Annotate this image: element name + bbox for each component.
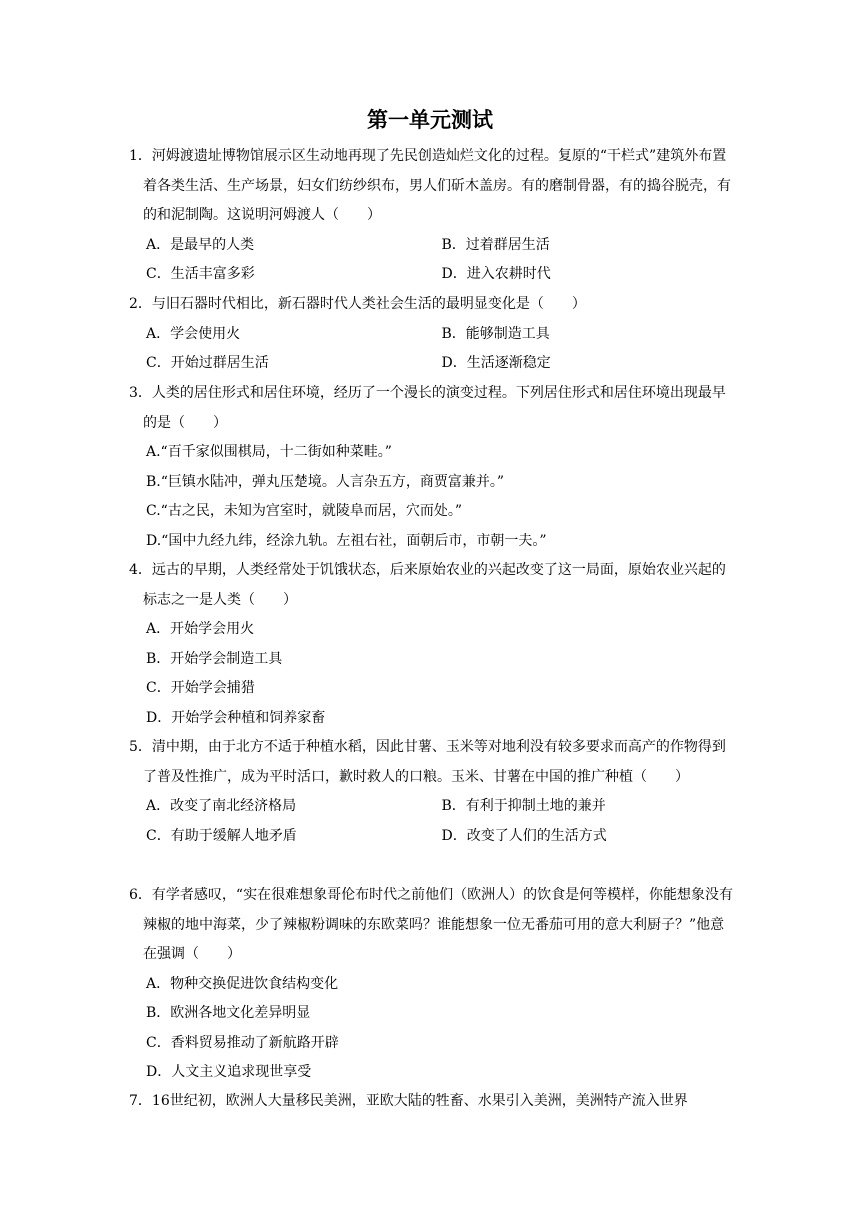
option-c: C．香料贸易推动了新航路开辟: [146, 1034, 339, 1051]
option-a: A．是最早的人类: [146, 236, 255, 253]
option-d: D．开始学会种植和饲养家畜: [146, 709, 326, 726]
option-a: A．改变了南北经济格局: [146, 798, 297, 814]
question-stem: 6．有学者感叹，“实在很难想象哥伦布时代之前他们（欧洲人）的饮食是何等模样，你能想象没有辣椒的地中海菜，少了辣椒粉调味的东欧菜吗？谁能想象一位无番茄可用的意大利厨子？”他意在强调（ ）: [129, 887, 734, 962]
question-stem: 2．与旧石器时代相比，新石器时代人类社会生活的最明显变化是（ ）: [129, 296, 586, 312]
option-d: D．人文主义追求现世享受: [146, 1064, 312, 1080]
options: [146, 970, 737, 1088]
option-a: A.“百千家似围棋局，十二街如种菜畦。”: [146, 444, 392, 460]
option-b: B．欧洲各地文化差异明显: [146, 1005, 311, 1021]
option-a: A．学会使用火: [146, 325, 241, 342]
option-c: C.“古之民，未知为宫室时，就陵阜而居，穴而处。”: [146, 503, 462, 519]
option-b: B.“巨镇水陆冲，弹丸压楚境。人言杂五方，商贾富兼并。”: [146, 473, 505, 490]
question-stem: 4．远古的早期，人类经常处于饥饿状态，后来原始农业的兴起改变了这一局面，原始农业兴起的标志之一是人类（ ）: [129, 562, 726, 608]
question-7: [129, 1087, 737, 1117]
option-b: B．开始学会制造工具: [146, 650, 283, 667]
option-c: C．开始过群居生活: [146, 355, 269, 371]
question-stem: 5．清中期，由于北方不适于种植水稻，因此甘薯、玉米等对地利没有较多要求而高产的作物得到了普及性推广，成为平时活口，歉时救人的口粮。玉米、甘薯在中国的推广种植（ ）: [129, 739, 726, 785]
option-c: C．有助于缓解人地矛盾: [146, 827, 297, 844]
option-b: B．过着群居生活: [441, 236, 550, 253]
option-a: A．开始学会用火: [146, 621, 255, 637]
question-5: [129, 733, 737, 851]
option-b: B．有利于抑制土地的兼并: [441, 798, 606, 814]
option-c: C．生活丰富多彩: [146, 266, 255, 282]
page-title: 第一单元测试: [367, 108, 493, 132]
option-c: C．开始学会捕猎: [146, 680, 255, 696]
option-d: D．进入农耕时代: [441, 266, 551, 282]
question-4: [129, 556, 737, 733]
question-1: [129, 142, 737, 290]
option-a: A．物种交换促进饮食结构变化: [146, 975, 339, 992]
options: [146, 792, 737, 851]
options: [146, 231, 737, 290]
option-b: B．能够制造工具: [441, 325, 550, 342]
option-d: D．改变了人们的生活方式: [441, 827, 607, 844]
option-d: D.“国中九经九纬，经涂九轨。左祖右社，面朝后市，市朝一夫。”: [146, 532, 547, 549]
option-d: D．生活逐渐稳定: [441, 355, 551, 371]
question-stem: 1．河姆渡遗址博物馆展示区生动地再现了先民创造灿烂文化的过程。复原的“干栏式”建筑外布置着各类生活、生产场景，妇女们纺纱织布，男人们斫木盖房。有的磨制骨器，有的捣谷脱壳，有的和泥制陶。这说明河姆渡人（ ）: [129, 148, 731, 223]
options: [146, 320, 737, 379]
question-3: [129, 379, 737, 556]
options: [146, 615, 737, 733]
question-stem: 3．人类的居住形式和居住环境，经历了一个漫长的演变过程。下列居住形式和居住环境出现最早的是（ ）: [129, 385, 726, 431]
options: [146, 438, 737, 556]
question-6: [129, 881, 737, 1088]
question-stem: 7．16世纪初，欧洲人大量移民美洲，亚欧大陆的牲畜、水果引入美洲，美洲特产流入世界: [129, 1093, 688, 1109]
question-2: [129, 290, 737, 379]
